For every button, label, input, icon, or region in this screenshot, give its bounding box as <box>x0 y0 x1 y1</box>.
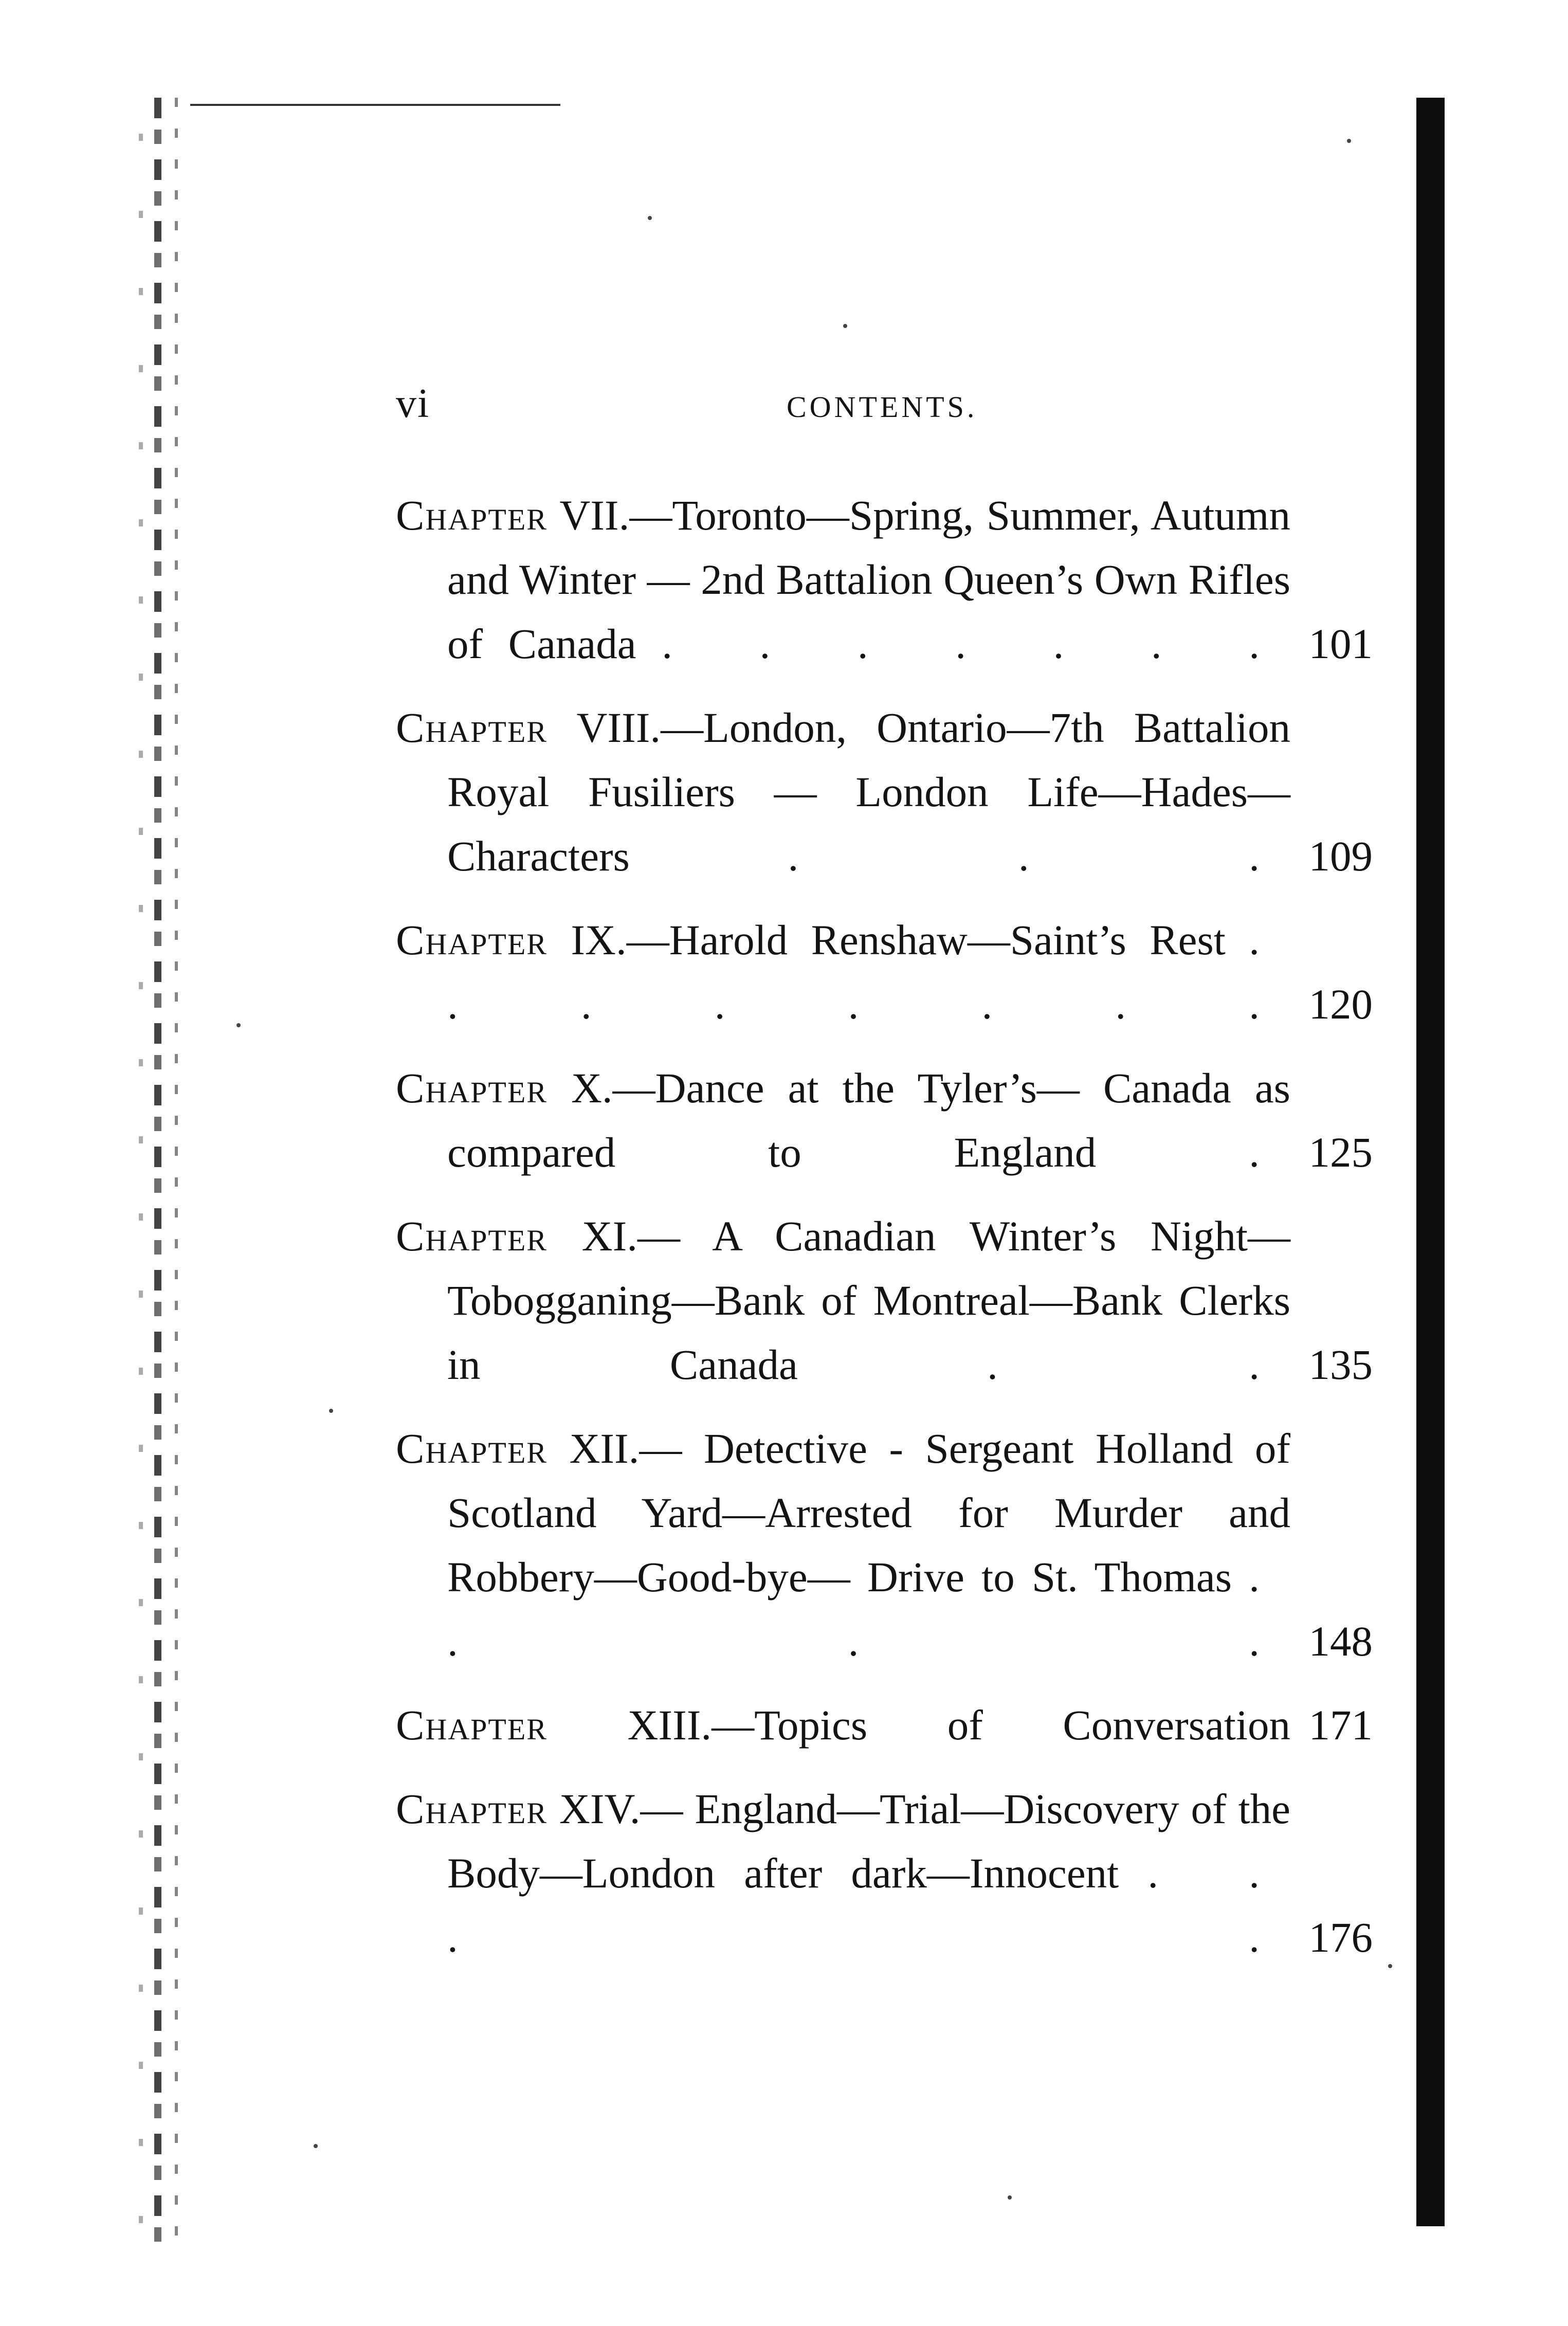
chapter-label: Chapter <box>396 1064 548 1112</box>
dot-leaders: . . . . . . . . <box>447 916 1291 1028</box>
dot-leaders: . . . . . . . <box>662 620 1290 667</box>
chapter-number: VII. <box>559 492 630 539</box>
scan-speck <box>236 1023 241 1027</box>
dot-leaders: . <box>1249 1129 1290 1176</box>
scan-speck <box>843 324 847 328</box>
toc-entry-text <box>396 1777 1290 1970</box>
chapter-label: Chapter <box>396 492 548 539</box>
toc-page-number: 135 <box>1308 1341 1373 1388</box>
scan-top-rule <box>190 104 560 106</box>
chapter-number: X. <box>571 1064 613 1112</box>
chapter-label: Chapter <box>396 1701 548 1749</box>
chapter-title: —Toronto—Spring, Summer, Autumn and Winter — 2nd Battalion Queen’s Own Rifles of Canada <box>447 492 1290 667</box>
chapter-title: —London, Ontario—7th Battalion Royal Fusiliers — London Life—Hades—Characters <box>447 704 1290 880</box>
toc-entry <box>396 1056 1373 1185</box>
toc-entry <box>396 1416 1373 1674</box>
chapter-number: XIV. <box>559 1785 641 1832</box>
chapter-label: Chapter <box>396 1425 548 1472</box>
scan-speck <box>648 216 652 220</box>
table-of-contents <box>396 483 1403 1970</box>
scan-speck <box>329 1409 333 1413</box>
toc-entry-text <box>396 1693 1290 1757</box>
chapter-title: —Topics of Conversation <box>712 1701 1291 1749</box>
toc-page-number: 120 <box>1308 980 1373 1028</box>
dot-leaders: . . <box>987 1341 1291 1388</box>
chapter-number: XII. <box>569 1425 640 1472</box>
scan-right-edge-bar <box>1416 98 1445 2226</box>
chapter-number: VIII. <box>576 704 661 751</box>
scan-speck <box>1008 2195 1012 2200</box>
chapter-title: — England—Trial—Discovery of the Body—London after dark—Innocent <box>447 1785 1291 1897</box>
running-title: CONTENTS. <box>787 390 978 424</box>
dot-leaders: . . . . <box>447 1553 1290 1665</box>
toc-entry-text <box>396 1416 1290 1674</box>
scan-speck <box>1347 139 1351 143</box>
toc-entry-text <box>396 908 1290 1037</box>
chapter-number: XIII. <box>627 1701 712 1749</box>
page-folio: vi <box>396 381 430 426</box>
chapter-number: IX. <box>571 916 627 964</box>
toc-entry <box>396 1204 1373 1397</box>
toc-page-number: 109 <box>1308 832 1373 880</box>
chapter-number: XI. <box>581 1212 637 1260</box>
scan-speck <box>314 2144 318 2148</box>
toc-entry <box>396 483 1373 676</box>
chapter-label: Chapter <box>396 1785 548 1832</box>
scan-gutter-shadow <box>129 98 190 2257</box>
dot-leaders: . . . . <box>447 1849 1290 1961</box>
chapter-label: Chapter <box>396 1212 548 1260</box>
toc-entry <box>396 1693 1373 1757</box>
toc-page-number: 171 <box>1308 1701 1373 1749</box>
toc-entry-text <box>396 1204 1290 1397</box>
toc-page-number: 176 <box>1308 1914 1373 1961</box>
toc-entry-text <box>396 483 1290 676</box>
toc-entry <box>396 1777 1373 1970</box>
chapter-title: —Dance at the Tyler’s— Canada as compared to England <box>447 1064 1290 1176</box>
chapter-label: Chapter <box>396 916 548 964</box>
toc-entry-text <box>396 1056 1290 1185</box>
toc-entry <box>396 908 1373 1037</box>
toc-page-number: 101 <box>1308 620 1373 667</box>
chapter-label: Chapter <box>396 704 548 751</box>
toc-page-number: 148 <box>1308 1618 1373 1665</box>
chapter-title: —Harold Renshaw—Saint’s Rest <box>626 916 1226 964</box>
toc-entry <box>396 696 1373 888</box>
running-head <box>396 380 1403 437</box>
toc-page-number: 125 <box>1308 1129 1373 1176</box>
chapter-title: — A Canadian Winter’s Night—Tobogganing—Bank of Montreal—Bank Clerks in Canada <box>447 1212 1291 1388</box>
book-page <box>396 380 1403 1989</box>
toc-entry-text <box>396 696 1290 888</box>
chapter-title: — Detective - Sergeant Holland of Scotland Yard—Arrested for Murder and Robbery—Good-bye— Drive to St. Thomas <box>447 1425 1290 1601</box>
dot-leaders: . . . <box>788 832 1291 880</box>
